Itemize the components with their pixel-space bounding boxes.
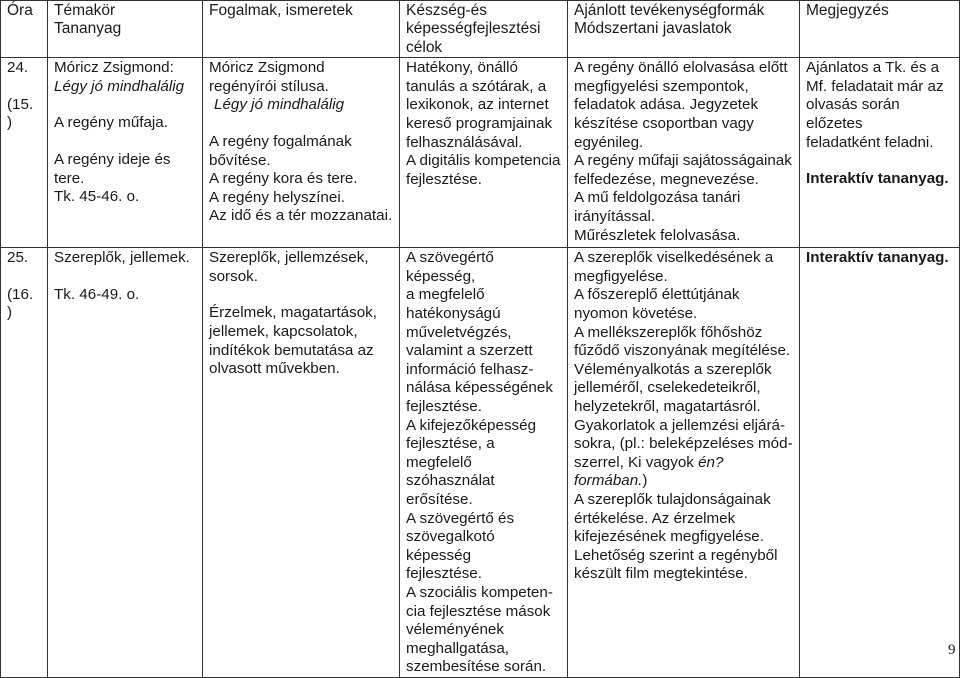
keszseg-cell: A szövegértő képesség, a megfelelő hatékonyságú műveletvégzés, valamint a szerzett információ felhasz- nálása képességének fejlesztése. A kifejezőképesség fejlesztése, a megfelelő szóhasználat erősítése. A szövegértő és szövegalkotó képesség fejlesztése. A szociális kompeten- cia fejlesztése mások véleményének meghallgatása, szembesítése során.	[400, 248, 568, 678]
megjegyzes-cell: Ajánlatos a Tk. és a Mf. feladatait már az olvasás során előzetes feladatként feladni. Interaktív tananyag.	[800, 58, 960, 248]
table-row	[1, 248, 960, 678]
fogalmak-cell: Móricz Zsigmond regényírói stílusa. Légy jó mindhalálig A regény fogalmának bővítése. A regény kora és tere. A regény helyszínei. Az idő és a tér mozzanatai.	[203, 58, 400, 248]
keszseg-cell: Hatékony, önálló tanulás a szótárak, a lexikonok, az internet kereső programjainak felhasználásával. A digitális kompetencia fejlesztése.	[400, 58, 568, 248]
table-row	[1, 58, 960, 248]
header-temakor: Témakör Tananyag	[48, 1, 203, 58]
header-megjegyzes: Megjegyzés	[800, 1, 960, 58]
megjegyzes-cell: Interaktív tananyag.	[800, 248, 960, 678]
ora-cell: 24. (15. )	[1, 58, 48, 248]
fogalmak-cell: Szereplők, jellemzések, sorsok. Érzelmek, magatartások, jellemek, kapcsolatok, indítékok bemutatása az olvasott művekben.	[203, 248, 400, 678]
ajanlott-cell: A szereplők viselkedésének a megfigyelése. A főszereplő élettútjának nyomon követése. A mellékszereplők főhőshöz fűződő viszonyának megítélése. Véleményalkotás a szereplők jelleméről, cselekedeteikről, helyzetekről, magatartásról. Gyakorlatok a jellemzési eljárá- sokra, (pl.: beleképzeléses mód- szerrel, Ki vagyok én? formában.) A szereplők tulajdonságainak értékelése. Az érzelmek kifejezésének megfigyelése. Lehetőség szerint a regényből készült film megtekintése.	[568, 248, 800, 678]
header-fogalmak: Fogalmak, ismeretek	[203, 1, 400, 58]
header-ajanlott: Ajánlott tevékenységformák Módszertani javaslatok	[568, 1, 800, 58]
header-ora: Óra	[1, 1, 48, 58]
header-row	[1, 1, 960, 58]
header-keszseg: Készség-és képességfejlesztési célok	[400, 1, 568, 58]
ora-cell: 25. (16. )	[1, 248, 48, 678]
temakor-cell: Móricz Zsigmond: Légy jó mindhalálig A regény műfaja. A regény ideje és tere. Tk. 45-46. o.	[48, 58, 203, 248]
temakor-cell: Szereplők, jellemek. Tk. 46-49. o.	[48, 248, 203, 678]
ajanlott-cell: A regény önálló elolvasása előtt megfigyelési szempontok, feladatok adása. Jegyzetek készítése csoportban vagy egyénileg. A regény műfaji sajátosságainak felfedezése, megnevezése. A mű feldolgozása tanári irányítással. Műrészletek felolvasása.	[568, 58, 800, 248]
page-number: 9	[948, 642, 956, 658]
